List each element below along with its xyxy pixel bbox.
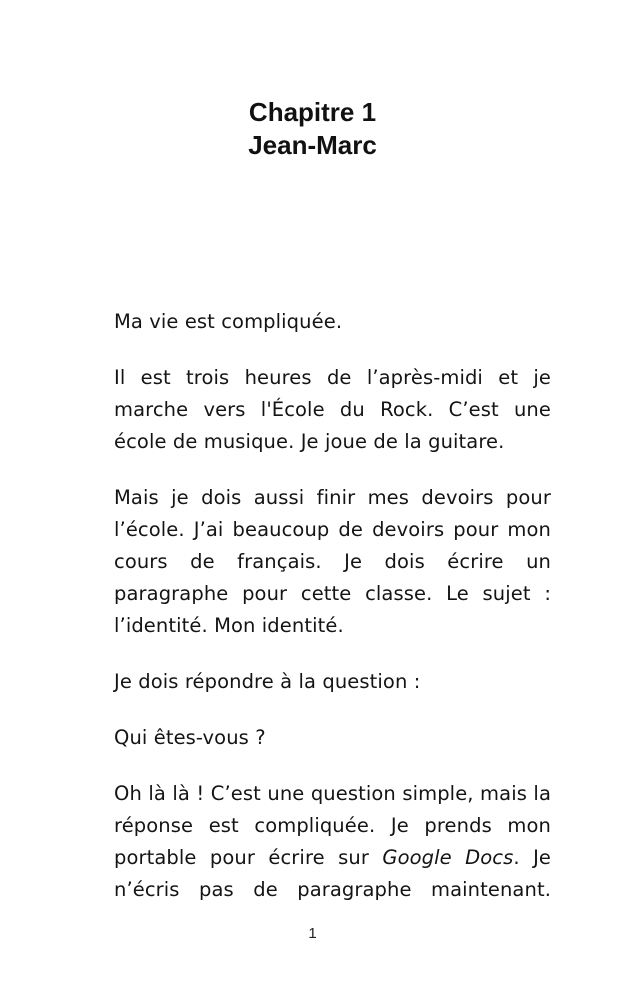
chapter-title: Jean-Marc [248, 130, 377, 160]
chapter-number: Chapitre 1 [248, 97, 377, 127]
body-text [114, 306, 551, 906]
paragraph: Je dois répondre à la question : [114, 670, 421, 693]
chapter-heading [0, 96, 625, 162]
paragraph-text: . Je n’écris pas de paragraphe maintenant. [114, 846, 552, 901]
paragraph: Il est trois heures de l’après-midi et je marche vers l'École du Rock. C’est une école de musique. Je joue de la guitare. [114, 366, 551, 453]
paragraph: Ma vie est compliquée. [114, 310, 343, 333]
italic-title: Google Docs [382, 846, 514, 869]
paragraph: Qui êtes-vous ? [114, 726, 266, 749]
page-number: 1 [308, 925, 317, 942]
paragraph-text: Oh là là ! C’est une question simple, mais la réponse est compliquée. Je prends mon portable pour écrire sur [114, 782, 551, 869]
paragraph: Mais je dois aussi finir mes devoirs pour l’école. J’ai beaucoup de devoirs pour mon cours de français. Je dois écrire un paragraphe pour cette classe. Le sujet : l’identité. Mon identité. [114, 486, 551, 637]
paragraph [114, 778, 551, 906]
